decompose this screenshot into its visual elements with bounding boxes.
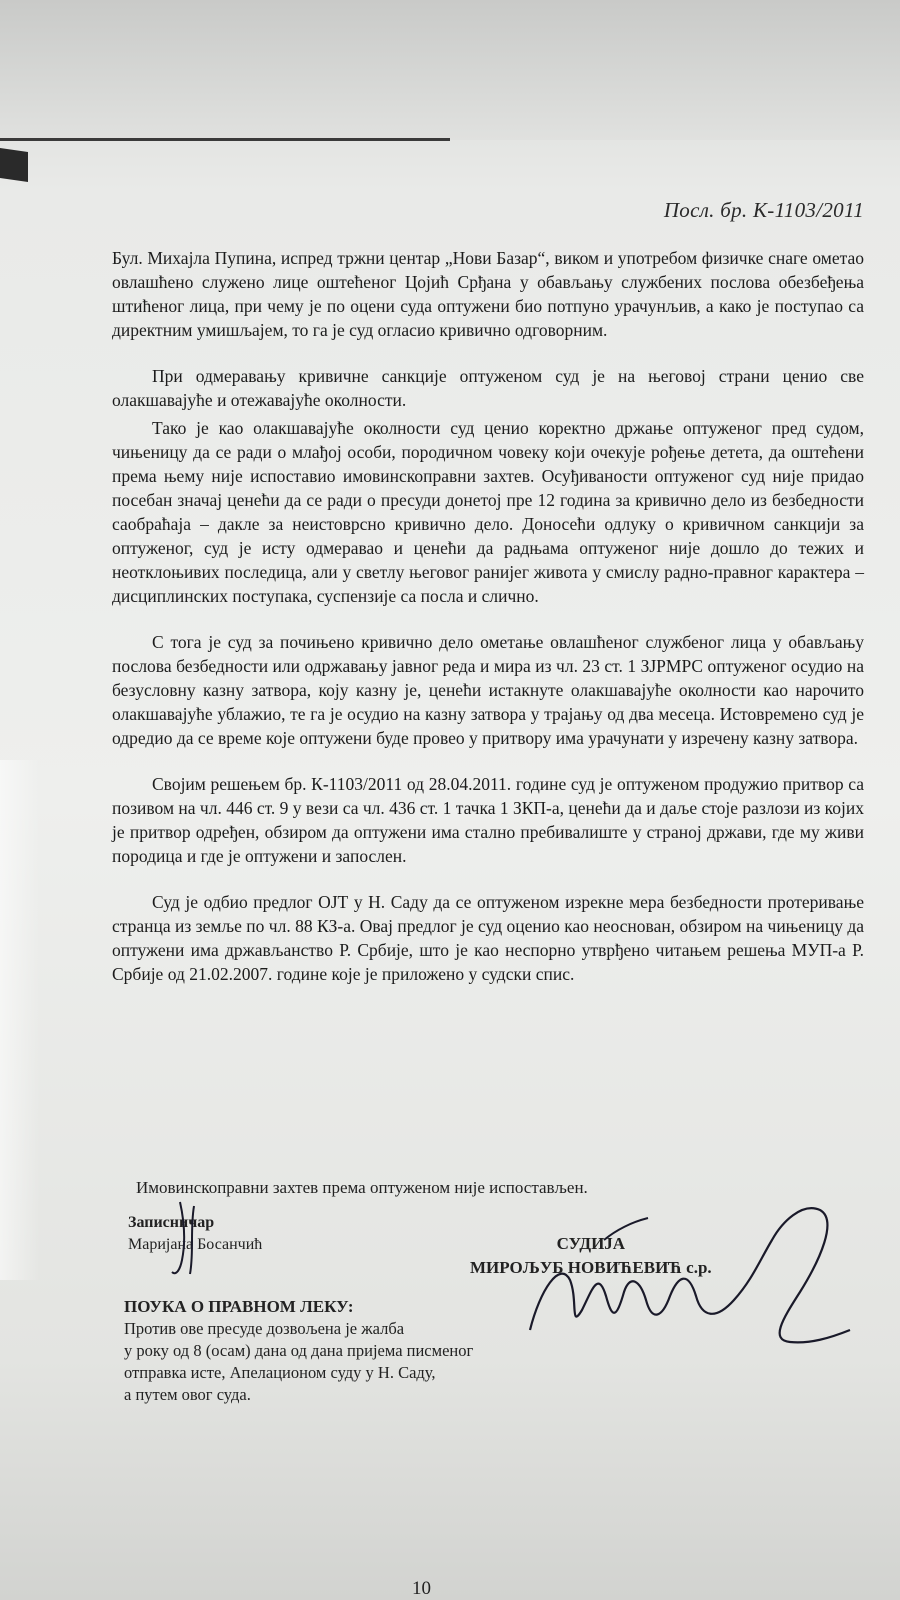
page-fold-shadow bbox=[0, 148, 28, 182]
case-reference: Посл. бр. К-1103/2011 bbox=[663, 198, 864, 222]
light-glare bbox=[0, 760, 40, 1280]
legal-line: у року од 8 (осам) дана од дана пријема писменог bbox=[124, 1341, 474, 1360]
legal-remedy bbox=[124, 1296, 564, 1406]
clerk-name: Маријана Босанчић bbox=[128, 1236, 263, 1253]
paragraph: Бул. Михајла Пупина, испред тржни центар „Нови Базар“, виком и употребом физичке снаге ометао овлашћено служено лице оштећеног Цојић Срђана у обављању службених послова обезбеђења штићеног лица, при чему је по оцени суда оптужени био потпуно урачунљив, а како је поступао са директним умишљајем, то га је суд огласио кривично одговорним. bbox=[112, 248, 864, 340]
paragraph: Тако је као олакшавајуће околности суд ценио коректно држање оптуженог пред судом, чињеницу да се ради о млађој особи, породичном човеку који очекује рођење детета, да оштећени према њему није испоставио имовинскоправни захтев. Осуђиваности оптуженог суд није придао посебан значај ценећи да се ради о пресуди донетој пре 12 година за кривично дело из безбедности саобраћаја – дакле за неистоврсно кривично дело. Доносећи одлуку о кривичном санкцији за оптуженог, суд је исту одмеравао и ценећи да радњама оптуженог није дошло до тежих и неотклоњивих последица, али у светлу његовог ранијег живота у смислу радно-правног карактера – дисциплинских поступака, суспензије са посла и слично. bbox=[112, 418, 864, 606]
page-separator-line bbox=[0, 138, 450, 141]
legal-line: а путем овог суда. bbox=[124, 1385, 251, 1404]
judge-signature bbox=[520, 1200, 860, 1360]
legal-remedy-heading: ПОУКА О ПРАВНОМ ЛЕКУ: bbox=[124, 1297, 354, 1316]
clerk-role: Записничар bbox=[128, 1214, 215, 1231]
judge-role: СУДИЈА bbox=[556, 1234, 626, 1253]
paragraph: Суд је одбио предлог ОЈТ у Н. Саду да се оптуженом изрекне мера безбедности протеривање странца из земље по чл. 88 КЗ-а. Овај предлог је суд оценио као неоснован, обзиром на чињеницу да оптужени има држављанство Р. Србије, што је као неспорно утврђено читањем решења МУП-а Р. Србије од 21.02.2007. године које је приложено у судски спис. bbox=[112, 892, 864, 984]
legal-line: Против ове пресуде дозвољена је жалба bbox=[124, 1319, 405, 1338]
previous-page-edge bbox=[0, 0, 900, 140]
body-text bbox=[112, 246, 864, 1008]
paragraph: С тога је суд за почињено кривично дело ометање овлашћеног службеног лица у обављању послова безбедности или одржавању јавног реда и мира из чл. 23 ст. 1 ЗЈРМРС оптуженог осудио на безусловну казну затвора, коју казну је, ценећи истакнуте олакшавајуће околности као нарочито олакшавајуће ублажио, те га је осудио на казну затвора у трајању од два месеца. Истовремено суд је одредио да се време које оптужени буде провео у притвору има урачунати у изречену казну затвора. bbox=[112, 632, 864, 748]
legal-line: отправка исте, Апелационом суду у Н. Саду, bbox=[124, 1363, 436, 1382]
paragraph: При одмеравању кривичне санкције оптуженом суд је на његовој страни ценио све олакшавајуће и отежавајуће околности. bbox=[112, 366, 864, 410]
judge-name: МИРОЉУБ НОВИЋЕВИЋ с.р. bbox=[470, 1258, 712, 1277]
page-number: 10 bbox=[412, 1578, 431, 1599]
claim-note: Имовинскоправни захтев према оптуженом није испостављен. bbox=[136, 1178, 588, 1197]
paragraph: Својим решењем бр. К-1103/2011 од 28.04.2011. године суд је оптуженом продужио притвор са позивом на чл. 446 ст. 9 у вези са чл. 436 ст. 1 тачка 1 ЗКП-а, ценећи да и даље стоје разлози из којих је притвор одређен, обзиром да оптужени има стално пребивалиште у страној држави, где му живи породица и где је оптужени и запослен. bbox=[112, 774, 864, 866]
clerk-signature bbox=[150, 1200, 230, 1280]
